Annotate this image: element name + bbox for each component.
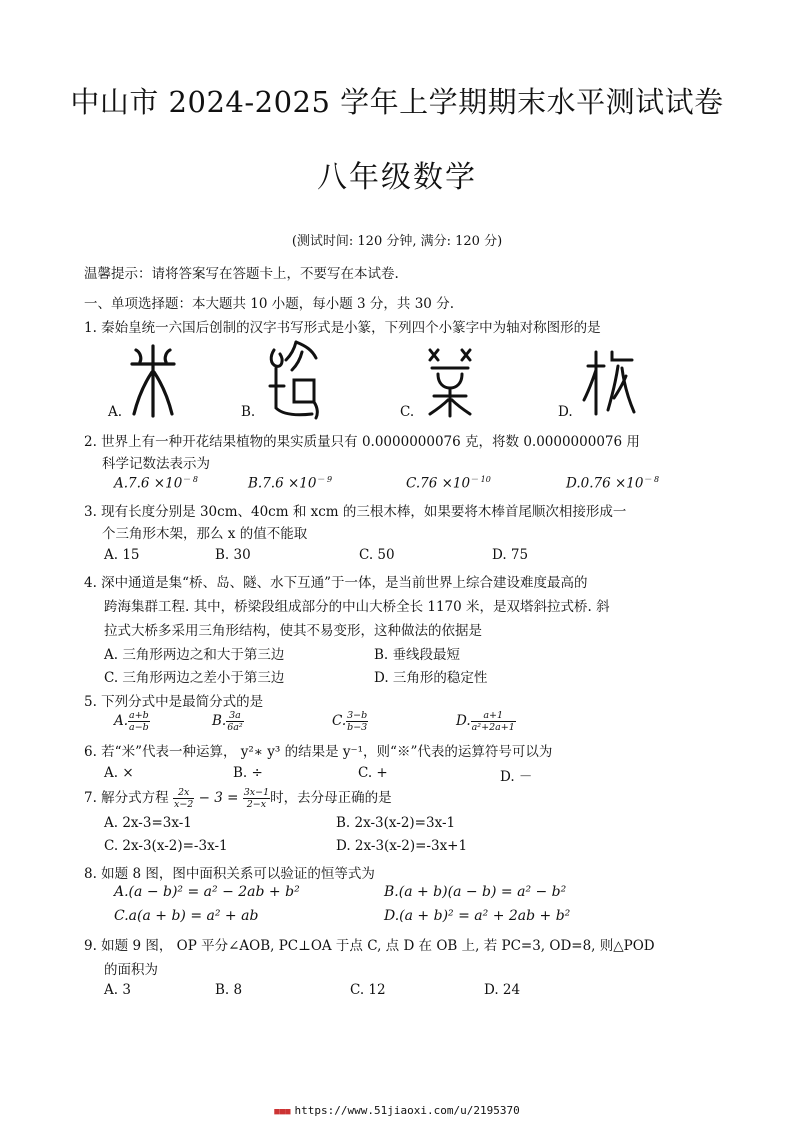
q6-option-b: B. ÷ xyxy=(233,765,263,781)
q6-option-d: D. － xyxy=(500,769,533,785)
q8-option-c: C.a(a + b) = a² + ab xyxy=(114,908,259,924)
q1-stem: 1. 秦始皇统一六国后创制的汉字书写形式是小篆，下列四个小篆字中为轴对称图形的是 xyxy=(84,320,601,336)
footer-watermark xyxy=(0,1104,794,1117)
q8-option-a: A.(a − b)² = a² − 2ab + b² xyxy=(114,884,300,900)
exam-info: (测试时间: 120 分钟, 满分: 120 分) xyxy=(291,234,503,249)
q7-option-d: D. 2x-3(x-2)=-3x+1 xyxy=(336,838,468,854)
q4-stem-line2: 跨海集群工程. 其中，桥梁段组成部分的中山大桥全长 1170 米，是双塔斜拉式桥. 斜 xyxy=(104,599,610,615)
q7-option-c: C. 2x-3(x-2)=-3x-1 xyxy=(104,838,228,854)
q7-stem: 7. 解分式方程 $\frac{2x}{x-2}$ − 3 = $\frac{3x-1}{2-x}$ 时，去分母正确的是 xyxy=(84,787,392,810)
q9-stem-line2: 的面积为 xyxy=(104,962,158,978)
q4-option-d: D. 三角形的稳定性 xyxy=(374,670,488,686)
q5-stem: 5. 下列分式中是最简分式的是 xyxy=(84,694,264,710)
q7-option-a: A. 2x-3=3x-1 xyxy=(104,815,192,831)
q2-option-c: $C.76 \times 10^{- 10}$ xyxy=(406,475,491,492)
exam-subtitle: 八年级数学 xyxy=(317,160,477,195)
q9-option-d: D. 24 xyxy=(484,982,521,998)
q6-option-a: A. × xyxy=(104,765,134,781)
q5-option-b: B. $\frac{3a}{\text{6a²}}$ xyxy=(212,710,243,733)
q1-option-d-label: D. xyxy=(558,404,573,420)
q8-option-b: B.(a + b)(a − b) = a² − b² xyxy=(384,884,567,900)
q5-option-a: A. $\frac{a+b}{a-b}$ xyxy=(114,710,149,733)
q4-option-a: A. 三角形两边之和大于第三边 xyxy=(104,647,285,663)
q3-stem-line2: 个三角形木架，那么 x 的值不能取 xyxy=(102,526,308,542)
exam-title: 中山市 2024-2025 学年上学期期末水平测试试卷 xyxy=(70,85,724,119)
q8-stem: 8. 如题 8 图，图中面积关系可以验证的恒等式为 xyxy=(84,866,375,882)
seal-char-a-image xyxy=(128,342,178,418)
seal-char-d-image xyxy=(582,346,638,418)
q2-stem-line1: 2. 世界上有一种开花结果植物的果实质量只有 0.0000000076 克，将数 0.0000000076 用 xyxy=(84,434,640,450)
q2-option-a: $A.7.6 \times 10^{- 8}$ xyxy=(114,475,198,492)
q2-option-d: $D.0.76 \times 10^{- 8}$ xyxy=(566,475,660,492)
seal-char-b-image xyxy=(266,336,322,420)
q6-option-c: C. + xyxy=(358,765,388,781)
footer-url[interactable]: https://www.51jiaoxi.com/u/2195370 xyxy=(294,1104,520,1117)
q4-stem-line3: 拉式大桥多采用三角形结构，使其不易变形，这种做法的依据是 xyxy=(104,623,482,639)
q9-option-b: B. 8 xyxy=(215,982,243,998)
q8-option-d: D.(a + b)² = a² + 2ab + b² xyxy=(384,908,571,924)
q9-option-a: A. 3 xyxy=(104,982,131,998)
q9-stem-line1: 9. 如题 9 图， OP 平分∠AOB, PC⊥OA 于点 C, 点 D 在 OB 上, 若 PC=3, OD=8, 则△POD xyxy=(84,938,655,954)
q1-option-b-label: B. xyxy=(241,404,256,420)
q1-option-c-label: C. xyxy=(400,404,415,420)
q1-option-a-label: A. xyxy=(108,404,123,420)
section-heading: 一、单项选择题：本大题共 10 小题，每小题 3 分，共 30 分. xyxy=(84,296,454,312)
q4-option-c: C. 三角形两边之差小于第三边 xyxy=(104,670,285,686)
watermark-logo-icon: ■■■ xyxy=(274,1107,291,1117)
q2-option-b: $B.7.6 \times 10^{- 9}$ xyxy=(248,475,333,492)
q4-stem-line1: 4. 深中通道是集“桥、岛、隧、水下互通”于一体，是当前世界上综合建设难度最高的 xyxy=(84,575,588,591)
q5-option-c: C. $\frac{3-b}{b-3}$ xyxy=(332,710,368,733)
tip: 温馨提示：请将答案写在答题卡上，不要写在本试卷. xyxy=(84,266,399,282)
q5-option-d: D. $\frac{a+1}{\text{a²+2a+1}}$ xyxy=(456,710,515,733)
q3-option-c: C. 50 xyxy=(359,547,395,563)
q3-option-d: D. 75 xyxy=(492,547,529,563)
q3-stem-line1: 3. 现有长度分别是 30cm、40cm 和 xcm 的三根木棒，如果要将木棒首尾顺次相接形成一 xyxy=(84,504,627,520)
q3-option-b: B. 30 xyxy=(215,547,251,563)
q3-option-a: A. 15 xyxy=(104,547,140,563)
seal-char-c-image xyxy=(424,344,476,420)
q6-stem: 6. 若“米”代表一种运算， y²∗ y³ 的结果是 y⁻¹，则“※”代表的运算符号可以为 xyxy=(84,744,553,760)
q2-stem-line2: 科学记数法表示为 xyxy=(102,456,210,472)
q9-option-c: C. 12 xyxy=(350,982,386,998)
q7-option-b: B. 2x-3(x-2)=3x-1 xyxy=(336,815,456,831)
q4-option-b: B. 垂线段最短 xyxy=(374,647,461,663)
